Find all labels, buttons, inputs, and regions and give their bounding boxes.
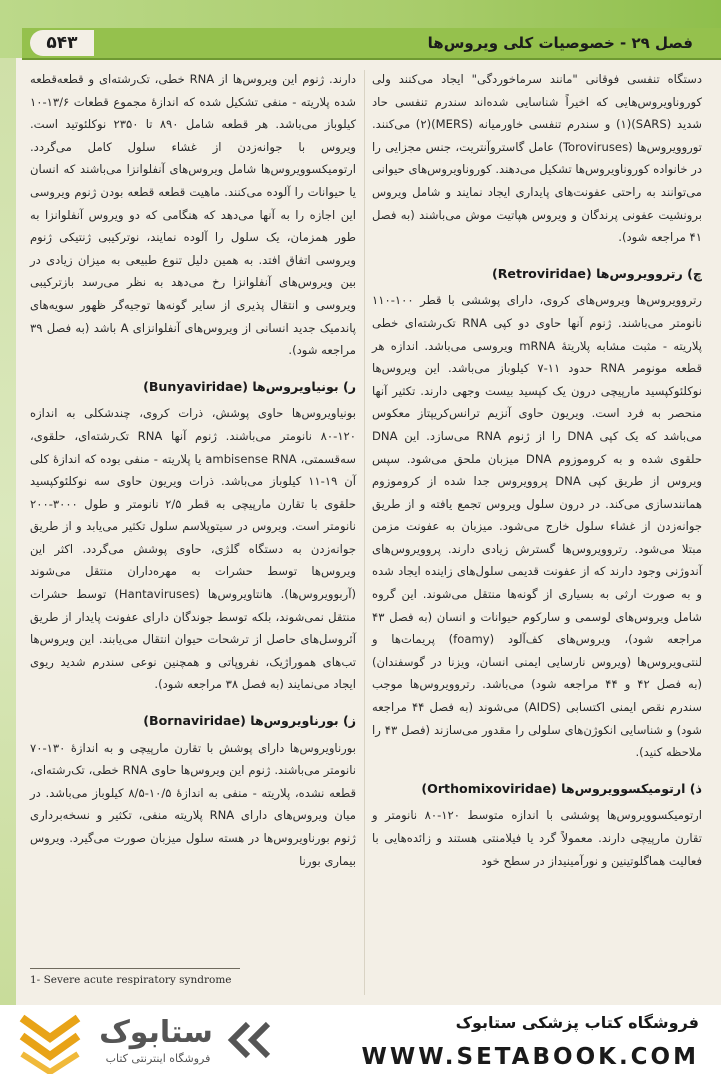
- footnote: 1- Severe acute respiratory syndrome: [30, 974, 232, 986]
- paragraph-influenza: دارند. ژنوم این ویروس‌ها از RNA خطی، تک‌رشته‌ای و قطعه‌قطعه شده پلاریته - منفی تشکیل شده که اندازهٔ مجموع قطعات ۱۳/۶-۱۰ کیلوباز می‌باشد. هر قطعه شامل ۸۹۰ تا ۲۳۵۰ نوکلئوتید است. ویروس با جوانه‌زدن از غشاء سلول کامل می‌گردد. ارتومیکسوویروس‌ها شامل ویروس‌های آنفلوانزا می‌باشند که انسان یا حیوانات را آلوده می‌کنند. ماهیت قطعه قطعه بودن ژنوم ویروسی این اجازه را به آنها می‌دهد که هنگامی که دو ویروس آنفلوانزا به طور همزمان، یک سلول را آلوده نمایند، نوترکیبی ژنتیکی ژنوم ویروسی اتفاق افتد. به همین دلیل تنوع طبیعی به میزان زیادی در بین ویروس‌های آنفلوانزا رخ می‌دهد به نظر می‌رسد بازترکیبی ویروسی و انتقال پذیری از سایر گونه‌ها توجیه‌گر ظهور سویه‌های پاندمیک جدید انسانی از ویروس‌های آنفلوانزای A باشد (به فصل ۳۹ مراجعه شود).: [30, 72, 357, 358]
- paragraph-bunyaviridae: بونیاویروس‌ها حاوی پوشش، ذرات کروی، چندشکلی به اندازه ۱۲۰-۸۰ نانومتر می‌باشند. ژنوم آنها RNA تک‌رشته‌ای، حلقوی، سه‌قسمتی، ambisense RNA یا پلاریته - منفی بوده که اندازهٔ کلی آن ۱۹-۱۱ کیلوباز می‌باشد. ذرات ویریون حاوی سه نوکلئوکپسید حلقوی با تقارن مارپیچی به قطر ۲/۵ نانومتر و طول ۳۰۰۰-۲۰۰ نانومتر است. ویروس در سیتوپلاسم سلول تکثیر می‌یابد و از طریق جوانه‌زدن به دستگاه گلژی، حاوی پوشش می‌گردد. اکثر این ویروس‌ها توسط حشرات به مهره‌داران منتقل می‌شوند (آربوویروس‌ها). هانتاویروس‌ها (Hantaviruses) توسط حشرات منتقل نمی‌شوند، بلکه توسط جوندگان دارای عفونت پایدار از طریق آئروسل‌های حاصل از ترشحات حیوان انتقال می‌یابند. این ویروس‌ها تب‌های هموراژیک، نفروپاتی و همچنین نوعی سندرم شدید ریوی ایجاد می‌نمایند (به فصل ۳۸ مراجعه شود).: [30, 406, 357, 692]
- page-number: ۵۴۳: [30, 30, 94, 56]
- heading-bornaviridae: ز) بورناویروس‌ها (Bornaviridae): [143, 713, 356, 729]
- logo-word: ستابوک: [99, 1015, 213, 1050]
- paragraph-corona: دستگاه تنفسی فوقانی "مانند سرماخوردگی" ایجاد می‌کنند ولی کوروناویروس‌هایی که اخیراً شناسایی شده‌اند سندرم تنفسی حاد شدید (SARS)(۱) و سندرم تنفسی خاورمیانه (MERS)(۲) می‌کنند. توروویروس‌ها (Toroviruses) عامل گاستروآنتریت، جنس مجزایی را در خانواده کوروناویروس‌ها تشکیل می‌دهند. کوروناویروس‌های حیوانی می‌توانند به راحتی عفونت‌های پایداری ایجاد نمایند و شامل ویروس برونشیت عفونی پرندگان و ویروس هپاتیت موش می‌باشند (به فصل ۴۱ مراجعه شود).: [372, 72, 703, 245]
- left-column: [30, 68, 356, 872]
- paragraph-orthomyxoviridae: ارتومیکسوویروس‌ها پوششی با اندازه متوسط ۱۲۰-۸۰ نانومتر و تقارن مارپیچی دارند. معمولاً گرد یا فیلامنتی هستند و زائده‌هایی با فعالیت هماگلوتینین و نورآمینیداز در سطح خود: [372, 808, 702, 868]
- chevron-logo-icon: [16, 1010, 86, 1074]
- heading-orthomyxoviridae: ذ) ارتومیکسوویروس‌ها (Orthomixoviridae): [421, 780, 702, 796]
- store-name: فروشگاه کتاب پزشکی ستابوک: [455, 1013, 699, 1032]
- margin-strip: [0, 58, 16, 1005]
- heading-bunyaviridae: ر) بونیاویروس‌ها (Bunyaviridae): [143, 378, 356, 394]
- footnote-rule: [30, 968, 240, 969]
- right-column: [372, 68, 702, 872]
- store-url-link[interactable]: WWW.SETABOOK.COM: [361, 1044, 699, 1070]
- column-divider: [364, 70, 365, 995]
- heading-retroviridae: چ) رتروویروس‌ها (Retroviridae): [491, 265, 702, 281]
- logo-subtitle: فروشگاه اینترنتی کتاب: [105, 1052, 211, 1065]
- paragraph-retroviridae: رتروویروس‌ها ویروس‌های کروی، دارای پوششی با قطر ۱۰۰-۱۱۰ نانومتر می‌باشند. ژنوم آنها حاوی دو کپی RNA تک‌رشته‌ای خطی پلاریته - مثبت مشابه پلاریتهٔ mRNA ویروسی می‌باشد. اندازه هر قطعه مونومر RNA حدود ۱۱-۷ کیلوباز می‌باشد. این ویروس‌ها نوکلئوکپسید مارپیچی درون یک کپسید بیست وجهی دارند. تکثیر آنها منحصر به فرد است. ویریون حاوی آنزیم ترانس‌کریپتاز معکوس می‌باشد که یک کپی DNA را از ژنوم RNA می‌سازد. این DNA حلقوی شده و به کروموزوم DNA میزبان ملحق می‌شود. سپس ویروس از طریق کپی DNA پروویروس جدا شده از کروموزوم همانندسازی می‌کند. در درون سلول ویروس تجمع یافته و از طریق جوانه‌زدن از غشاء سلول خارج می‌شود. میزبان به عفونت مزمن مبتلا می‌شود. رتروویروس‌ها گسترش زیادی دارند. پروویروس‌های آندوژنی وجود دارند که از عفونت قدیمی سلول‌های زاینده ایجاد شده و به صورت ارثی به بسیاری از گونه‌ها منتقل می‌شوند. این گروه شامل ویروس‌های لوسمی و سارکوم حیوانات و انسان (به فصل ۴۳ مراجعه شود)، ویروس‌های کف‌آلود (foamy) پریمات‌ها و لنتی‌ویروس‌ها (ویروس نارسایی ایمنی انسان، ویزنا در گوسفندان) (به فصل ۴۲ و ۴۴ مراجعه شود) می‌باشد. رتروویروس‌ها موجب سندرم نقص ایمنی اکتسابی (AIDS) می‌شوند (به فصل ۴۴ مراجعه شود) و شناسایی انکوژن‌های سلولی را مقدور می‌سازند (فصل ۴۳ را ملاحظه کنید).: [372, 293, 703, 760]
- paragraph-bornaviridae: بورناویروس‌ها دارای پوشش با تقارن مارپیچی و به اندازهٔ ۱۳۰-۷۰ نانومتر می‌باشند. ژنوم این ویروس‌ها حاوی RNA خطی، تک‌رشته‌ای، قطعه نشده، پلاریته - منفی به اندازهٔ ۱۰/۵-۸/۵ کیلوباز می‌باشد. در میان ویروس‌های دارای RNA پلاریته منفی، تکثیر و نسخه‌برداری ژنوم بورناویروس‌ها در هسته سلول میزبان صورت می‌گیرد. ویروس بیماری بورنا: [30, 740, 357, 868]
- chapter-title: فصل ۲۹ - خصوصیات کلی ویروس‌ها: [427, 34, 693, 52]
